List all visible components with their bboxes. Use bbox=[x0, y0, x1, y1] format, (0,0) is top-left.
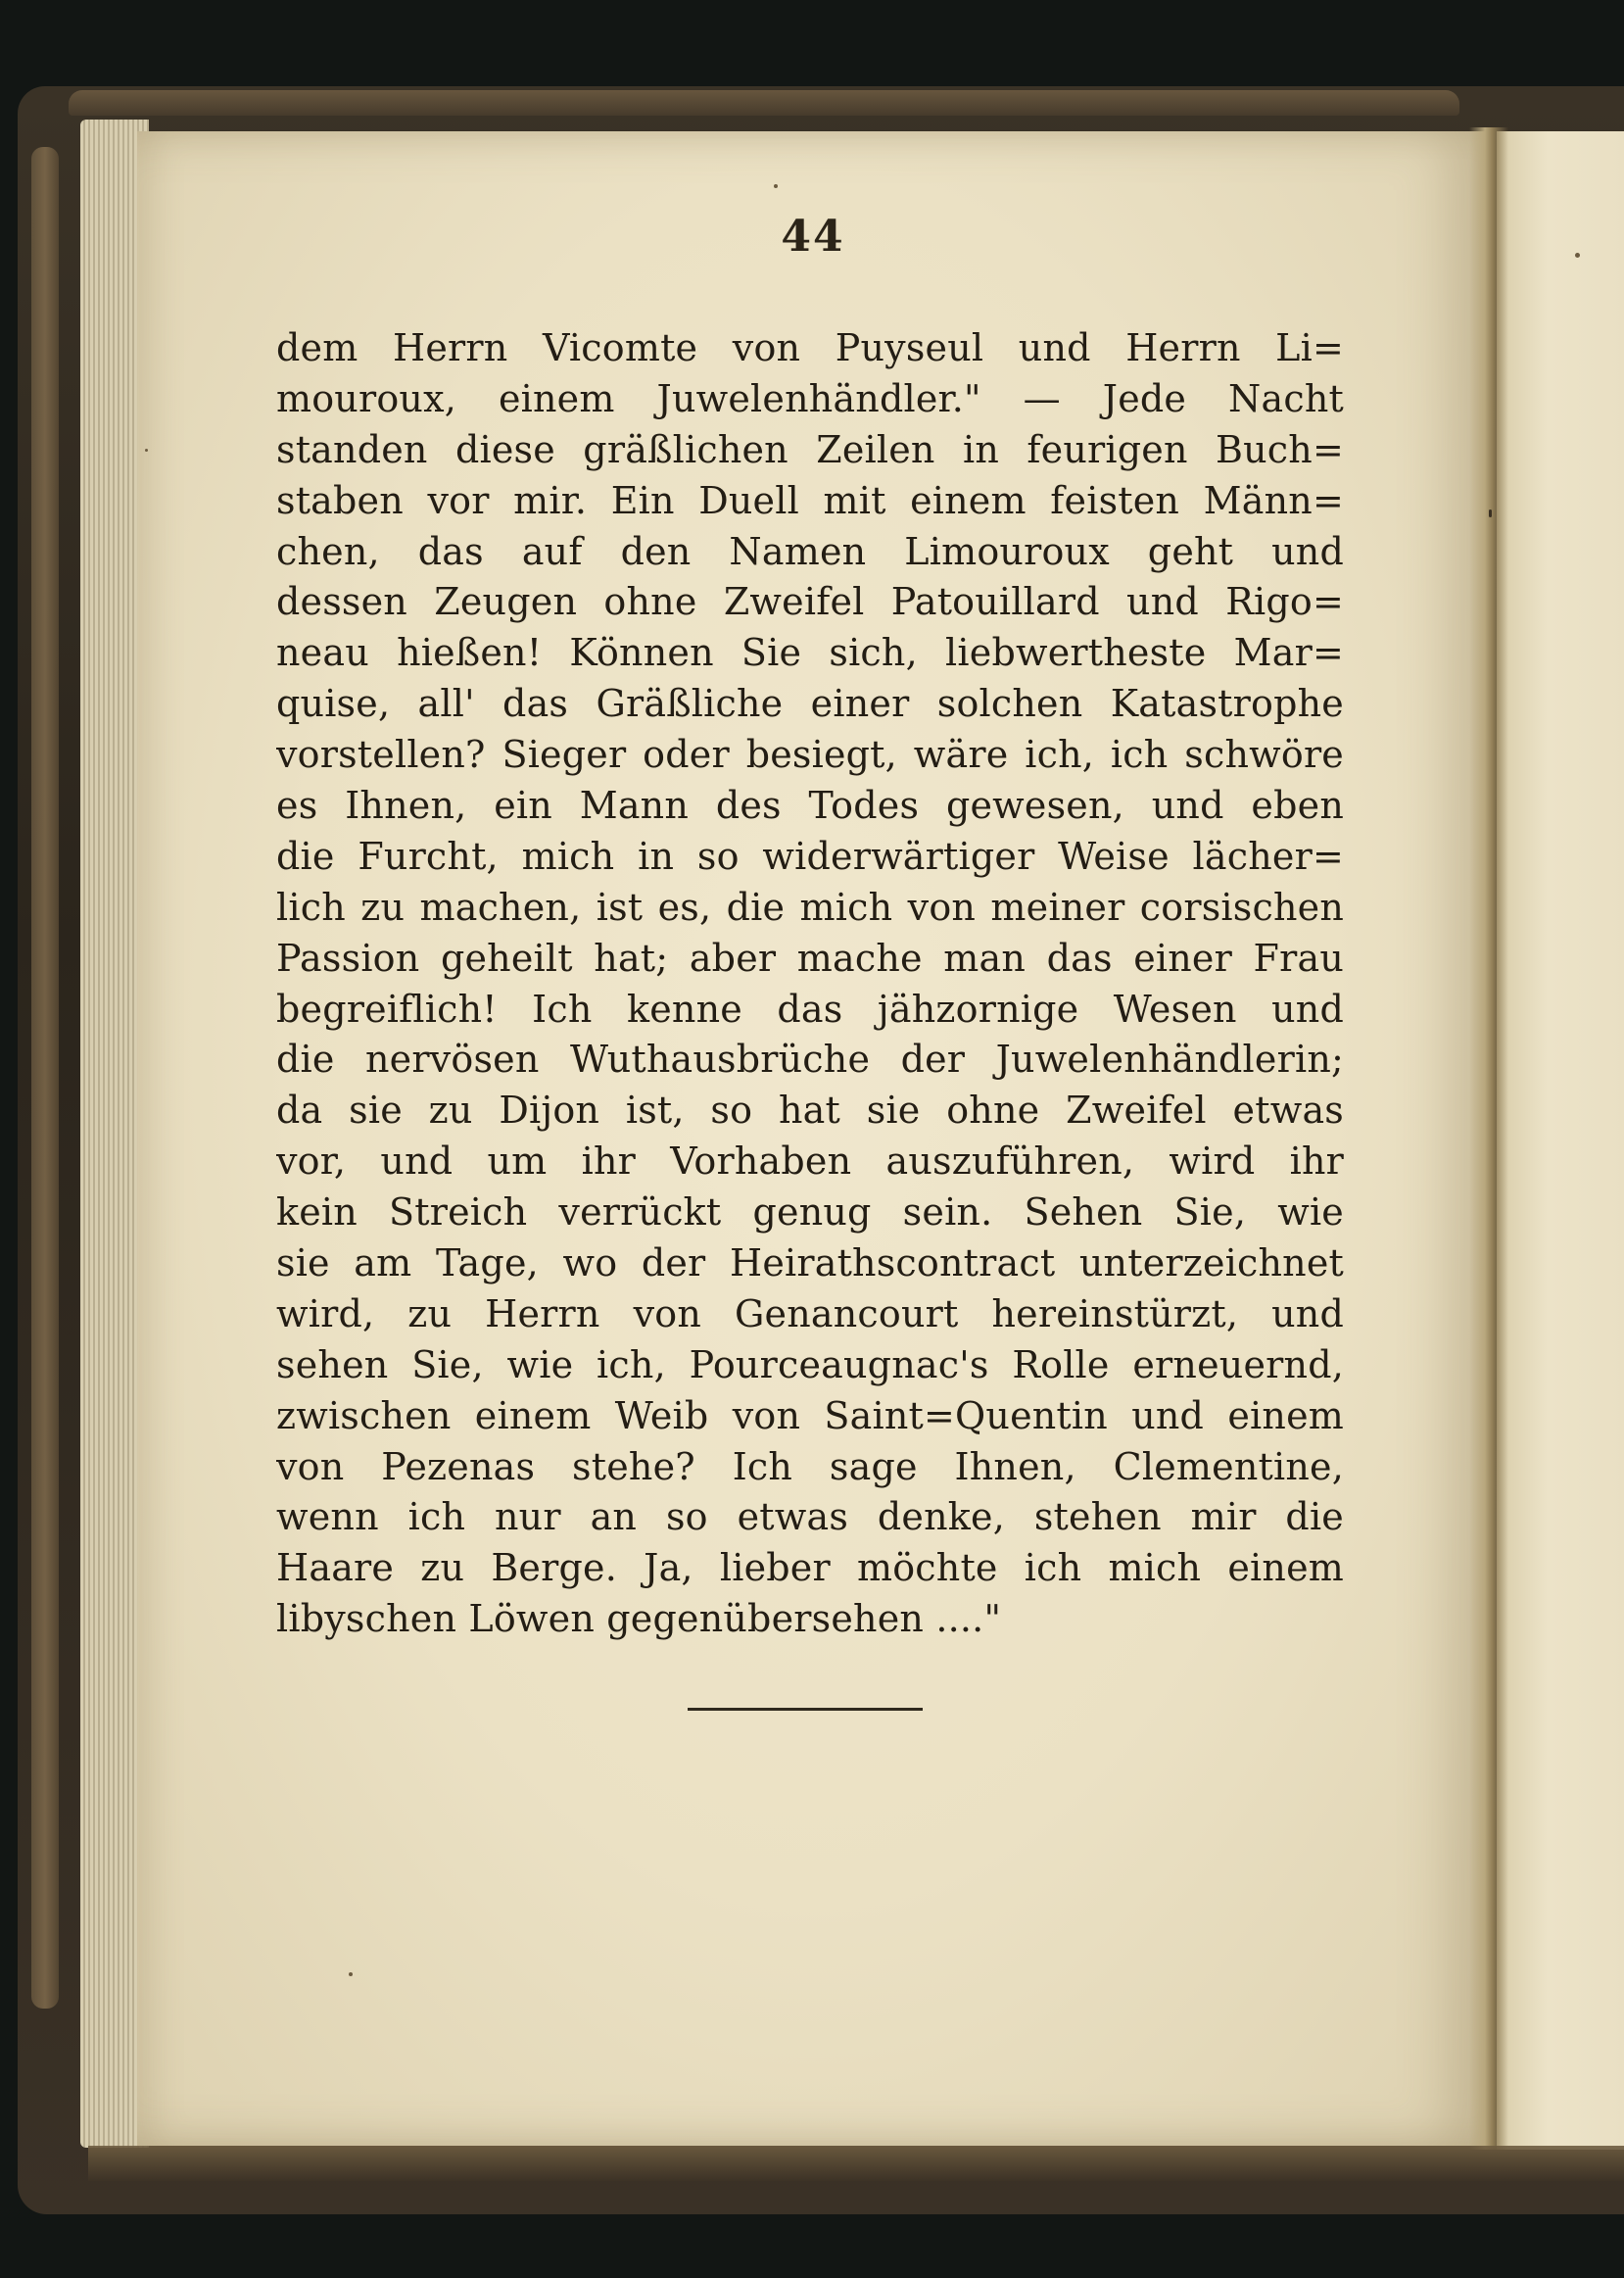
dust-speck bbox=[1489, 509, 1492, 517]
text-line: neau hießen! Können Sie sich, liebwertheste Mar= bbox=[276, 631, 1344, 675]
text-line: lich zu machen, ist es, die mich von meiner corsischen bbox=[276, 885, 1344, 929]
text-line: Passion geheilt hat; aber mache man das einer Frau bbox=[276, 936, 1344, 980]
dust-speck bbox=[774, 184, 778, 188]
text-line: wird, zu Herrn von Genancourt hereinstürzt, und bbox=[276, 1291, 1344, 1335]
facing-page bbox=[1497, 131, 1624, 2150]
text-line: von Pezenas stehe? Ich sage Ihnen, Clementine, bbox=[276, 1444, 1344, 1488]
page-gutter bbox=[1469, 127, 1508, 2150]
text-line: dessen Zeugen ohne Zweifel Patouillard und Rigo= bbox=[276, 580, 1344, 624]
text-line: zwischen einem Weib von Saint=Quentin und einem bbox=[276, 1393, 1344, 1437]
text-line: die Furcht, mich in so widerwärtiger Weise lächer= bbox=[276, 834, 1344, 878]
cover-spine-wear bbox=[31, 147, 59, 2009]
text-line: es Ihnen, ein Mann des Todes gewesen, und eben bbox=[276, 784, 1344, 828]
cover-bottom-edge bbox=[88, 2146, 1624, 2181]
text-line: Haare zu Berge. Ja, lieber möchte ich mich einem bbox=[276, 1546, 1344, 1590]
text-line: quise, all' das Gräßliche einer solchen Katastrophe bbox=[276, 682, 1344, 726]
text-line: da sie zu Dijon ist, so hat sie ohne Zweifel etwas bbox=[276, 1089, 1344, 1133]
page-number: 44 bbox=[781, 212, 845, 262]
dust-speck bbox=[145, 449, 148, 452]
text-line: dem Herrn Vicomte von Puyseul und Herrn Li= bbox=[276, 326, 1344, 369]
section-divider bbox=[688, 1708, 923, 1711]
text-line: begreiflich! Ich kenne das jähzornige Wesen und bbox=[276, 987, 1344, 1031]
dust-speck bbox=[1575, 253, 1580, 258]
text-line: wenn ich nur an so etwas denke, stehen mir die bbox=[276, 1495, 1344, 1539]
dust-speck bbox=[349, 1972, 353, 1976]
text-line: die nervösen Wuthausbrüche der Juwelenhändlerin; bbox=[276, 1038, 1344, 1082]
text-line: sie am Tage, wo der Heirathscontract unterzeichnet bbox=[276, 1241, 1344, 1285]
text-line: kein Streich verrückt genug sein. Sehen Sie, wie bbox=[276, 1190, 1344, 1235]
text-line: libyschen Löwen gegenübersehen ...." bbox=[276, 1597, 1002, 1641]
text-line: chen, das auf den Namen Limouroux geht und bbox=[276, 529, 1344, 573]
text-line: sehen Sie, wie ich, Pourceaugnac's Rolle erneuernd, bbox=[276, 1342, 1344, 1386]
text-line: vor, und um ihr Vorhaben auszuführen, wird ihr bbox=[276, 1139, 1344, 1184]
text-line: vorstellen? Sieger oder besiegt, wäre ich, ich schwöre bbox=[276, 733, 1344, 777]
page-text bbox=[276, 323, 1344, 1645]
cover-top-wear bbox=[69, 90, 1459, 116]
text-line: staben vor mir. Ein Duell mit einem feisten Männ= bbox=[276, 478, 1344, 522]
text-line: standen diese gräßlichen Zeilen in feurigen Buch= bbox=[276, 427, 1344, 471]
text-line: mouroux, einem Juwelenhändler." — Jede Nacht bbox=[276, 376, 1344, 420]
